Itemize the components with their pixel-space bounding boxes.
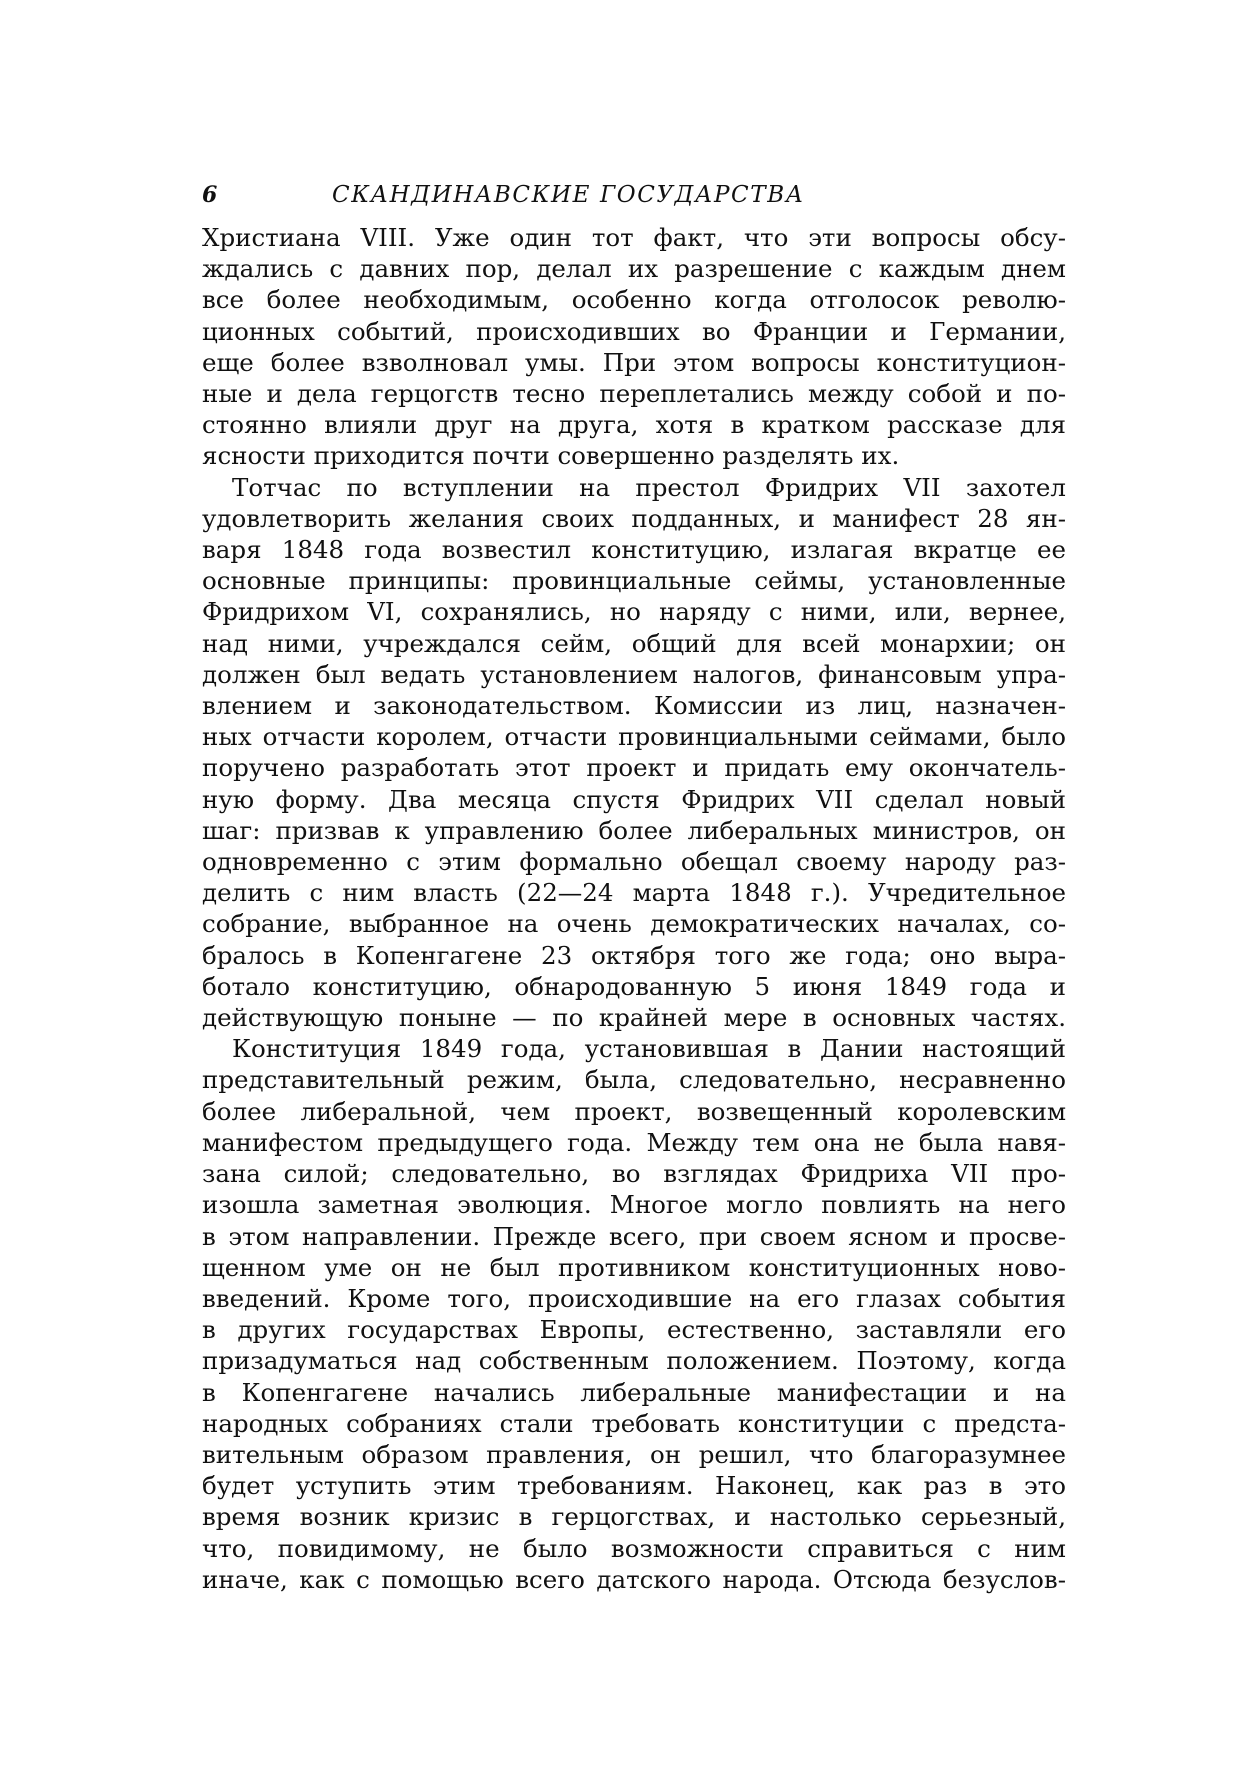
text-line: все более необходимым, особенно когда отголосок револю- bbox=[202, 285, 1066, 315]
text-line: варя 1848 года возвестил конституцию, излагая вкратце ее bbox=[202, 535, 1066, 565]
text-line: Христиана VIII. Уже один тот факт, что эти вопросы обсу- bbox=[202, 223, 1066, 252]
text-line: щенном уме он не был противником конституционных ново- bbox=[202, 1252, 1066, 1282]
text-line: ботало конституцию, обнародованную 5 июня 1849 года и bbox=[202, 971, 1066, 1001]
text-line: основные принципы: провинциальные сеймы, установленные bbox=[202, 566, 1066, 596]
text-line: Конституция 1849 года, установившая в Дании настоящий bbox=[232, 1034, 1066, 1064]
text-line: стоянно влияли друг на друга, хотя в кратком рассказе для bbox=[202, 410, 1066, 440]
paragraph-1 bbox=[202, 222, 1066, 472]
text-line: иначе, как с помощью всего датского народа. Отсюда безуслов- bbox=[202, 1564, 1066, 1594]
text-line: должен был ведать установлением налогов, финансовым упра- bbox=[202, 659, 1066, 689]
text-line: ционных событий, происходивших во Франции и Германии, bbox=[202, 316, 1066, 346]
text-line: влением и законодательством. Комиссии из лиц, назначен- bbox=[202, 691, 1066, 721]
text-line: время возник кризис в герцогствах, и настолько серьезный, bbox=[202, 1502, 1066, 1532]
text-line: в других государствах Европы, естественно, заставляли его bbox=[202, 1315, 1066, 1345]
text-line: манифестом предыдущего года. Между тем она не была навя- bbox=[202, 1127, 1066, 1157]
text-line: шаг: призвав к управлению более либеральных министров, он bbox=[202, 815, 1066, 845]
text-line: введений. Кроме того, происходившие на его глазах события bbox=[202, 1283, 1066, 1313]
text-line: народных собраниях стали требовать конституции с предста- bbox=[202, 1408, 1066, 1438]
paragraph-2 bbox=[202, 472, 1066, 1034]
text-line: призадуматься над собственным положением. Поэтому, когда bbox=[202, 1346, 1066, 1376]
text-line: изошла заметная эволюция. Многое могло повлиять на него bbox=[202, 1190, 1066, 1220]
text-line: делить с ним власть (22—24 марта 1848 г.). Учредительное bbox=[202, 878, 1066, 908]
text-line: Фридрихом VI, сохранялись, но наряду с ними, или, вернее, bbox=[202, 597, 1066, 627]
running-title: СКАНДИНАВСКИЕ ГОСУДАРСТВА bbox=[332, 182, 805, 208]
text-line: собрание, выбранное на очень демократических началах, со- bbox=[202, 909, 1066, 939]
text-line: будет уступить этим требованиям. Наконец, как раз в это bbox=[202, 1471, 1066, 1501]
text-line: действующую поныне — по крайней мере в основных частях. bbox=[202, 1003, 1066, 1033]
text-line: еще более взволновал умы. При этом вопросы конституцион- bbox=[202, 347, 1066, 377]
text-line: ждались с давних пор, делал их разрешение с каждым днем bbox=[202, 254, 1066, 284]
text-line: в Копенгагене начались либеральные манифестации и на bbox=[202, 1377, 1066, 1407]
paragraph-3 bbox=[202, 1033, 1066, 1595]
text-line: представительный режим, была, следовательно, несравненно bbox=[202, 1065, 1066, 1095]
text-line: одновременно с этим формально обещал своему народу раз- bbox=[202, 847, 1066, 877]
page-number: 6 bbox=[202, 182, 218, 208]
text-line: бралось в Копенгагене 23 октября того же года; оно выра- bbox=[202, 940, 1066, 970]
text-line: Тотчас по вступлении на престол Фридрих VII захотел bbox=[232, 472, 1066, 502]
text-line: ную форму. Два месяца спустя Фридрих VII сделал новый bbox=[202, 784, 1066, 814]
text-line: удовлетворить желания своих подданных, и манифест 28 ян- bbox=[202, 503, 1066, 533]
text-line: что, повидимому, не было возможности справиться с ним bbox=[202, 1533, 1066, 1563]
book-page bbox=[202, 180, 1066, 1595]
text-line: вительным образом правления, он решил, что благоразумнее bbox=[202, 1439, 1066, 1469]
text-line: ясности приходится почти совершенно разделять их. bbox=[202, 441, 900, 471]
text-line: ных отчасти королем, отчасти провинциальными сеймами, было bbox=[202, 722, 1066, 752]
text-line: ные и дела герцогств тесно переплетались между собой и по- bbox=[202, 379, 1066, 409]
text-line: в этом направлении. Прежде всего, при своем ясном и просве- bbox=[202, 1221, 1066, 1251]
running-head bbox=[202, 180, 1066, 220]
text-line: поручено разработать этот проект и придать ему окончатель- bbox=[202, 753, 1066, 783]
text-line: зана силой; следовательно, во взглядах Фридриха VII про- bbox=[202, 1159, 1066, 1189]
text-line: более либеральной, чем проект, возвещенный королевским bbox=[202, 1096, 1066, 1126]
text-line: над ними, учреждался сейм, общий для всей монархии; он bbox=[202, 628, 1066, 658]
